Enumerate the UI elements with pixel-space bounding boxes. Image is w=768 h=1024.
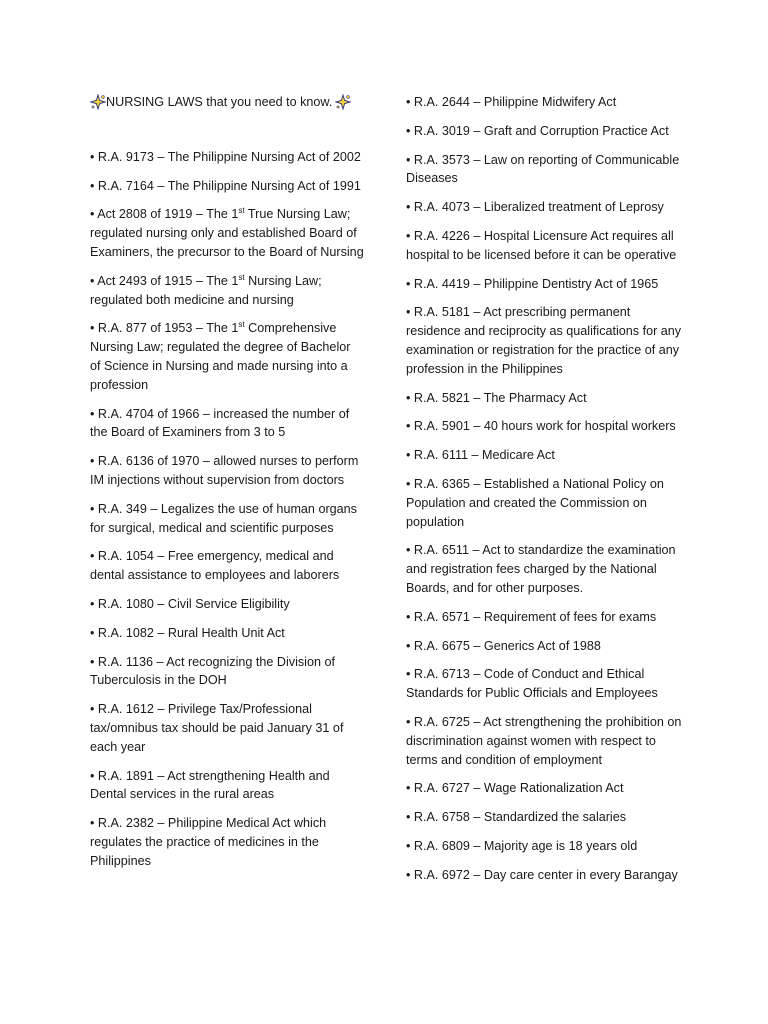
law-item: • R.A. 6725 – Act strengthening the prohibition on discrimination against women with respect to terms and condition of employment (406, 714, 682, 767)
law-text: • R.A. 877 of 1953 – The 1 (90, 321, 239, 336)
ordinal-suffix: st (238, 272, 245, 282)
law-text: Comprehensive Nursing Law; regulated the degree of Bachelor of Science in Nursing and made nursing into a profession (90, 321, 351, 392)
law-item: • R.A. 5901 – 40 hours work for hospital workers (406, 419, 676, 434)
law-item: • R.A. 3573 – Law on reporting of Communicable Diseases (406, 152, 680, 186)
law-text: • Act 2493 of 1915 – The 1 (90, 273, 239, 288)
law-item: • R.A. 4419 – Philippine Dentistry Act of 1965 (406, 276, 659, 291)
law-item: • R.A. 6111 – Medicare Act (406, 448, 555, 463)
law-item: • R.A. 6758 – Standardized the salaries (406, 810, 627, 825)
law-item: • R.A. 9173 – The Philippine Nursing Act of 2002 (90, 149, 361, 164)
law-item: • R.A. 4704 of 1966 – increased the number of the Board of Examiners from 3 to 5 (90, 406, 350, 440)
title-text: NURSING LAWS that you need to know. (106, 95, 333, 109)
law-item: • R.A. 1891 – Act strengthening Health and Dental services in the rural areas (90, 768, 330, 802)
law-item: • R.A. 6727 – Wage Rationalization Act (406, 781, 624, 796)
law-item: • R.A. 6136 of 1970 – allowed nurses to perform IM injections without supervision from doctors (90, 454, 359, 487)
right-column (406, 93, 684, 895)
law-item: • R.A. 5821 – The Pharmacy Act (406, 390, 587, 405)
document-title (90, 93, 364, 112)
law-item: • R.A. 3019 – Graft and Corruption Practice Act (406, 123, 669, 138)
law-item: • R.A. 6571 – Requirement of fees for exams (406, 609, 657, 624)
law-text: Nursing Law; regulated both medicine and nursing (90, 273, 322, 307)
law-text: True Nursing Law; regulated nursing only and established Board of Examiners, the precursor to the Board of Nursing (90, 207, 364, 259)
law-item: • R.A. 1054 – Free emergency, medical and dental assistance to employees and laborers (90, 549, 340, 583)
law-item: • R.A. 6511 – Act to standardize the examination and registration fees charged by the National Boards, and for other purposes. (406, 543, 676, 595)
law-item (90, 205, 364, 261)
right-law-list (406, 93, 684, 885)
left-law-list (90, 148, 364, 871)
sparkle-icon (90, 94, 106, 110)
law-item: • R.A. 2644 – Philippine Midwifery Act (406, 95, 617, 109)
law-item: • R.A. 1080 – Civil Service Eligibility (90, 596, 290, 611)
law-item: • R.A. 1082 – Rural Health Unit Act (90, 625, 285, 640)
law-item: • R.A. 1612 – Privilege Tax/Professional tax/omnibus tax should be paid January 31 of each year (90, 702, 344, 754)
ordinal-suffix: st (238, 206, 245, 216)
law-item: • R.A. 6675 – Generics Act of 1988 (406, 638, 601, 653)
law-item: • R.A. 6972 – Day care center in every Barangay (406, 867, 678, 882)
law-item: • R.A. 6365 – Established a National Policy on Population and created the Commission on population (406, 476, 664, 529)
law-item (90, 319, 364, 394)
law-item: • R.A. 1136 – Act recognizing the Division of Tuberculosis in the DOH (90, 654, 335, 688)
ordinal-suffix: st (238, 320, 245, 330)
law-item (90, 272, 364, 310)
law-text: • Act 2808 of 1919 – The 1 (90, 207, 239, 222)
law-item: • R.A. 349 – Legalizes the use of human organs for surgical, medical and scientific purposes (90, 501, 357, 535)
law-item: • R.A. 2382 – Philippine Medical Act which regulates the practice of medicines in the Philippines (90, 816, 327, 868)
law-item: • R.A. 6713 – Code of Conduct and Ethical Standards for Public Officials and Employees (406, 667, 658, 701)
sparkle-icon (335, 94, 351, 110)
law-item: • R.A. 7164 – The Philippine Nursing Act of 1991 (90, 178, 361, 193)
law-item: • R.A. 4226 – Hospital Licensure Act requires all hospital to be licensed before it can be operative (406, 228, 677, 262)
law-item: • R.A. 5181 – Act prescribing permanent residence and reciprocity as qualifications for any examination or registration for the practice of any profession in the Philippines (406, 305, 682, 376)
law-item: • R.A. 6809 – Majority age is 18 years old (406, 838, 638, 853)
left-column (90, 93, 364, 881)
law-item: • R.A. 4073 – Liberalized treatment of Leprosy (406, 200, 664, 215)
